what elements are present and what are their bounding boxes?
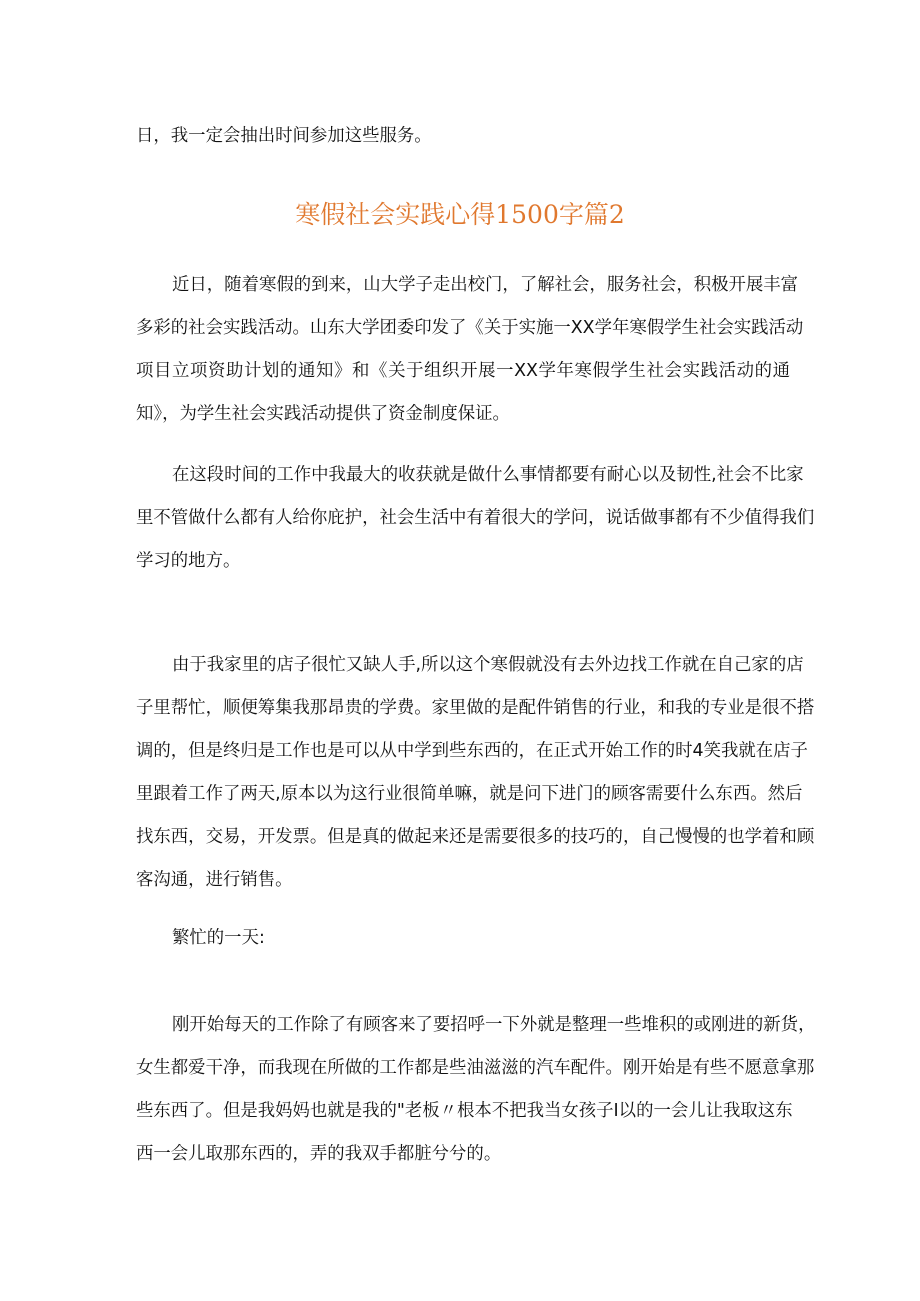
- text-line: 项目立项资助计划的通知》和《关于组织开展一XX学年寒假学生社会实践活动的通: [136, 361, 790, 381]
- text-line: 日，我一定会抽出时间参加这些服务。: [136, 126, 432, 146]
- text-line: 多彩的社会实践活动。山东大学团委印发了《关于实施一XX学年寒假学生社会实践活动: [136, 318, 804, 338]
- text-line: 刚开始每天的工作除了有顾客来了要招呼一下外就是整理一些堆积的或刚进的新货，: [172, 1015, 816, 1035]
- text-line: 近日，随着寒假的到来，山大学子走出校门，了解社会，服务社会，积极开展丰富: [172, 275, 799, 295]
- text-line: 里不管做什么都有人给你庇护，社会生活中有着很大的学问，说话做事都有不少值得我们: [136, 508, 815, 528]
- text-line: 些东西了。但是我妈妈也就是我的"老板〃根本不把我当女孩子I以的一会儿让我取这东: [136, 1101, 793, 1121]
- text-line: 找东西，交易，开发票。但是真的做起来还是需要很多的技巧的，自己慢慢的也学着和顾: [136, 827, 815, 847]
- text-line: 学习的地方。: [136, 551, 241, 571]
- text-line: 西一会儿取那东西的，弄的我双手都脏兮兮的。: [136, 1144, 502, 1164]
- text-line: 由于我家里的店子很忙又缺人手,所以这个寒假就没有去外边找工作就在自己家的店: [172, 655, 804, 675]
- subheading: 繁忙的一天:: [172, 928, 265, 948]
- text-line: 客沟通，进行销售。: [136, 870, 293, 890]
- text-line: 知》，为学生社会实践活动提供了资金制度保证。: [136, 404, 510, 424]
- text-line: 女生都爱干净，而我现在所做的工作都是些油滋滋的汽车配件。刚开始是有些不愿意拿那: [136, 1058, 815, 1078]
- text-line: 调的，但是终归是工作也是可以从中学到些东西的，在正式开始工作的时4笑我就在店子: [136, 741, 808, 761]
- text-line: 在这段时间的工作中我最大的收获就是做什么事情都要有耐心以及韧性,社会不比家: [172, 465, 804, 485]
- text-line: 子里帮忙，顺便筹集我那昂贵的学费。家里做的是配件销售的行业，和我的专业是很不搭: [136, 698, 815, 718]
- section-title: 寒假社会实践心得1500字篇2: [295, 200, 625, 229]
- text-line: 里跟着工作了两天,原本以为这行业很简单嘛，就是问下进门的顾客需要什么东西。然后: [136, 784, 803, 804]
